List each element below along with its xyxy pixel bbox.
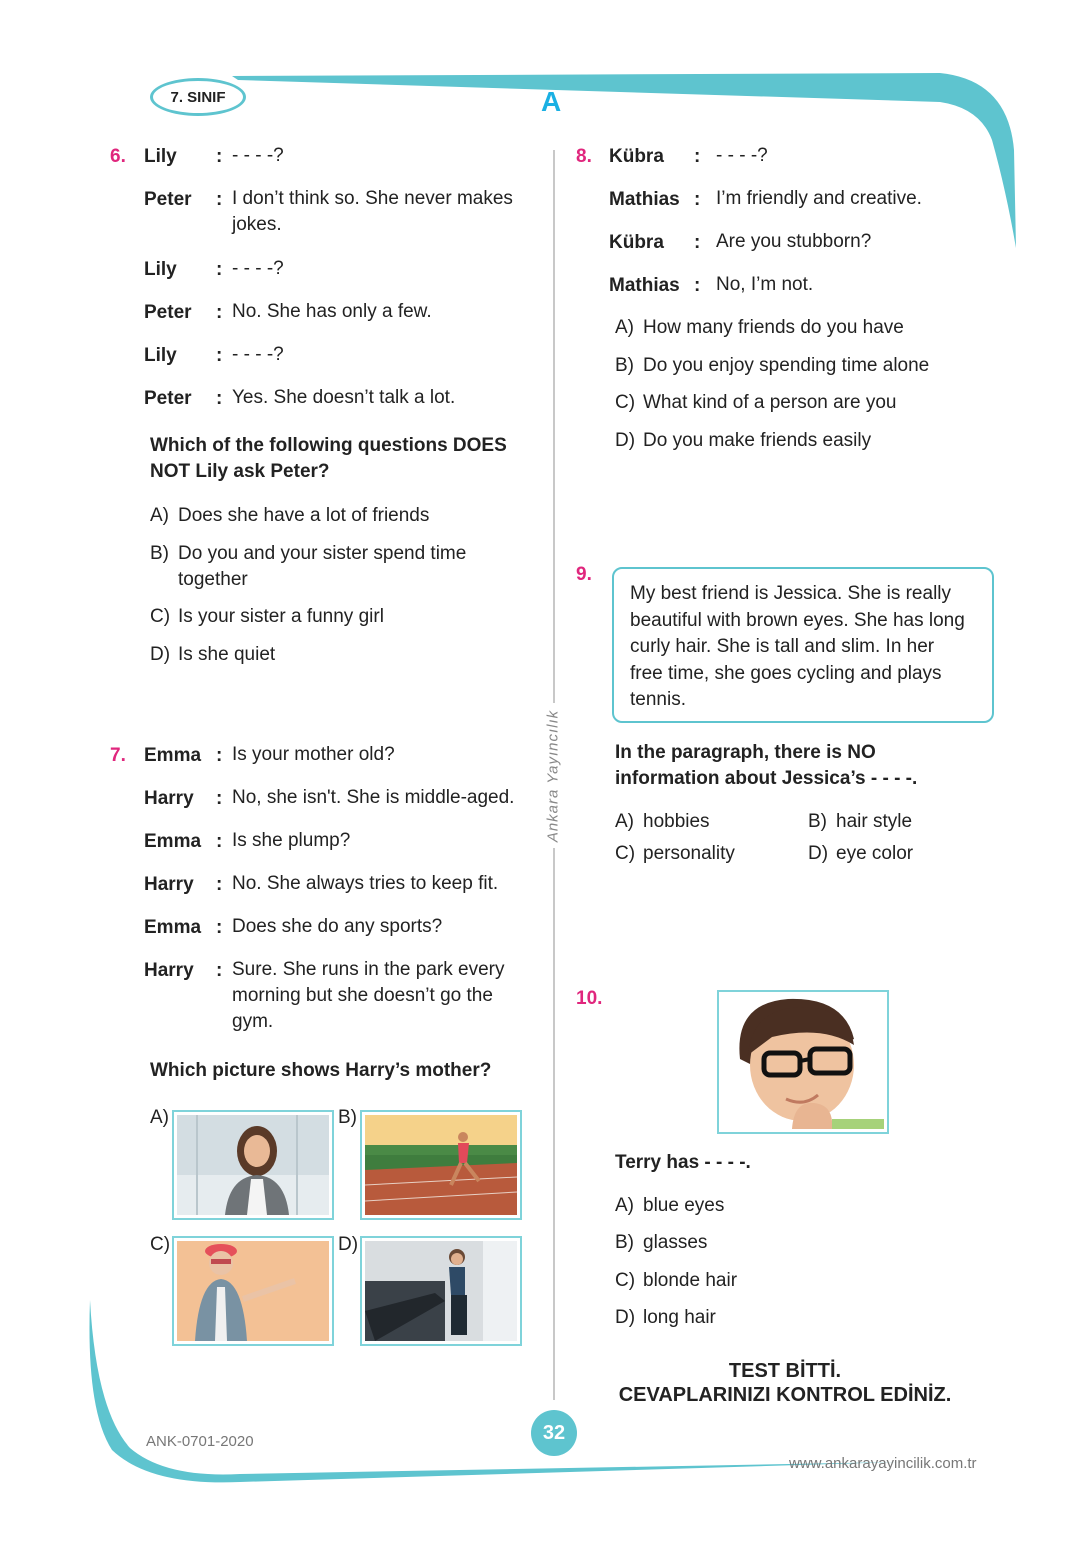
picture-option-label-a[interactable]: A)	[150, 1107, 169, 1128]
speaker-name: Mathias	[609, 189, 680, 210]
answer-option-b-continued[interactable]: together	[178, 569, 248, 590]
colon: :	[216, 345, 223, 366]
question-stem: Which of the following questions DOES	[150, 435, 507, 456]
colon: :	[216, 388, 223, 409]
colon: :	[216, 146, 223, 167]
speaker-name: Harry	[144, 960, 194, 981]
colon: :	[216, 788, 223, 809]
speaker-name: Peter	[144, 302, 192, 323]
booklet-letter: A	[541, 86, 562, 117]
question-stem: information about Jessica’s - - - -.	[615, 768, 918, 789]
answer-option-a[interactable]: A) blue eyes	[615, 1195, 725, 1216]
speaker-name: Kübra	[609, 232, 664, 253]
paragraph-line: My best friend is Jessica. She is really	[630, 583, 952, 604]
speaker-name: Harry	[144, 788, 194, 809]
boy-with-glasses-image	[722, 995, 884, 1129]
answer-option-d[interactable]: D) Do you make friends easily	[615, 430, 872, 451]
answer-option-b[interactable]: B) hair style	[808, 811, 913, 832]
dialogue-line: Yes. She doesn’t talk a lot.	[232, 387, 456, 408]
dialogue-line: morning but she doesn’t go the	[232, 985, 493, 1006]
dialogue-line: Are you stubborn?	[716, 231, 872, 252]
question-number-8: 8.	[576, 146, 592, 167]
colon: :	[694, 275, 701, 296]
woman-treadmill-gym-image	[365, 1241, 517, 1341]
speaker-name: Lily	[144, 259, 177, 280]
dialogue-line: - - - -?	[232, 344, 284, 365]
answer-option-a[interactable]: A) hobbies	[615, 811, 710, 832]
answer-option-b[interactable]: B) glasses	[615, 1232, 708, 1253]
reading-paragraph-box	[612, 567, 994, 723]
question-stem: Which picture shows Harry’s mother?	[150, 1060, 492, 1081]
column-divider-bottom	[553, 848, 555, 1400]
dialogue-line: No, I’m not.	[716, 274, 814, 295]
colon: :	[216, 874, 223, 895]
speaker-name: Emma	[144, 917, 202, 938]
column-divider-top	[553, 150, 555, 703]
colon: :	[216, 259, 223, 280]
answer-option-b[interactable]: B) Do you enjoy spending time alone	[615, 355, 930, 376]
colon: :	[694, 146, 701, 167]
picture-option-b[interactable]	[360, 1110, 522, 1220]
question-stem: NOT Lily ask Peter?	[150, 461, 330, 482]
paragraph-line: curly hair. She is tall and slim. In her	[630, 636, 935, 657]
colon: :	[216, 302, 223, 323]
answer-option-c[interactable]: C) blonde hair	[615, 1270, 738, 1291]
colon: :	[216, 960, 223, 981]
answer-option-b[interactable]: B) Do you and your sister spend time	[150, 543, 467, 564]
answer-option-d[interactable]: D) long hair	[615, 1307, 716, 1328]
question-number-6: 6.	[110, 146, 126, 167]
test-end-title: TEST BİTTİ.	[728, 1360, 842, 1382]
grade-badge: 7. SINIF	[150, 78, 246, 116]
dialogue-line: No. She always tries to keep fit.	[232, 873, 499, 894]
question-number-9: 9.	[576, 564, 592, 585]
answer-option-c[interactable]: C) Is your sister a funny girl	[150, 606, 384, 627]
speaker-name: Kübra	[609, 146, 664, 167]
colon: :	[694, 189, 701, 210]
boy-with-glasses-picture	[717, 990, 889, 1134]
picture-option-label-b[interactable]: B)	[338, 1107, 357, 1128]
speaker-name: Mathias	[609, 275, 680, 296]
colon: :	[216, 831, 223, 852]
question-stem: In the paragraph, there is NO	[615, 742, 876, 763]
paragraph-line: free time, she goes cycling and plays	[630, 662, 942, 684]
test-end-instruction: CEVAPLARINIZI KONTROL EDİNİZ.	[618, 1384, 952, 1406]
old-woman-pointing-image	[177, 1241, 329, 1341]
dialogue-line: No. She has only a few.	[232, 301, 432, 322]
speaker-name: Lily	[144, 146, 177, 167]
paragraph-line: beautiful with brown eyes. She has long	[630, 609, 965, 631]
colon: :	[216, 189, 223, 210]
dialogue-line: Is your mother old?	[232, 744, 395, 765]
answer-option-c[interactable]: C) What kind of a person are you	[615, 392, 897, 413]
speaker-name: Peter	[144, 189, 192, 210]
answer-option-c[interactable]: C) personality	[615, 843, 735, 864]
dialogue-line: Sure. She runs in the park every	[232, 959, 505, 980]
woman-smiling-image	[177, 1115, 329, 1215]
answer-option-d[interactable]: D) Is she quiet	[150, 644, 276, 665]
answer-option-a[interactable]: A) How many friends do you have	[615, 317, 904, 338]
woman-running-track-image	[365, 1115, 517, 1215]
picture-option-label-d[interactable]: D)	[338, 1234, 359, 1255]
publisher-side-text: Ankara Yayıncılık	[544, 709, 562, 843]
dialogue-line: No, she isn't. She is middle-aged.	[232, 787, 515, 808]
speaker-name: Emma	[144, 831, 202, 852]
question-stem: Terry has - - - -.	[615, 1152, 751, 1173]
colon: :	[216, 917, 223, 938]
dialogue-line: I’m friendly and creative.	[716, 188, 922, 209]
dialogue-line: jokes.	[232, 214, 282, 235]
dialogue-line: - - - -?	[716, 145, 768, 166]
picture-option-label-c[interactable]: C)	[150, 1234, 171, 1255]
speaker-name: Harry	[144, 874, 194, 895]
paragraph-line: tennis.	[630, 689, 686, 710]
dialogue-line: - - - -?	[232, 145, 284, 166]
dialogue-line: - - - -?	[232, 258, 284, 279]
speaker-name: Peter	[144, 388, 192, 409]
dialogue-line: Is she plump?	[232, 830, 351, 851]
speaker-name: Lily	[144, 345, 177, 366]
picture-option-c[interactable]	[172, 1236, 334, 1346]
booklet-code: ANK-0701-2020	[146, 1433, 254, 1450]
dialogue-line: gym.	[232, 1011, 274, 1032]
answer-option-d[interactable]: D) eye color	[808, 843, 914, 864]
publisher-website[interactable]: www.ankarayayincilik.com.tr	[789, 1455, 977, 1472]
page-number-badge: 32	[531, 1410, 577, 1456]
colon: :	[694, 232, 701, 253]
picture-option-a[interactable]	[172, 1110, 334, 1220]
question-number-7: 7.	[110, 745, 126, 766]
speaker-name: Emma	[144, 745, 202, 766]
dialogue-line: Does she do any sports?	[232, 916, 443, 937]
picture-option-d[interactable]	[360, 1236, 522, 1346]
question-number-10: 10.	[576, 988, 603, 1009]
colon: :	[216, 745, 223, 766]
dialogue-line: I don’t think so. She never makes	[232, 188, 513, 209]
answer-option-a[interactable]: A) Does she have a lot of friends	[150, 505, 430, 526]
